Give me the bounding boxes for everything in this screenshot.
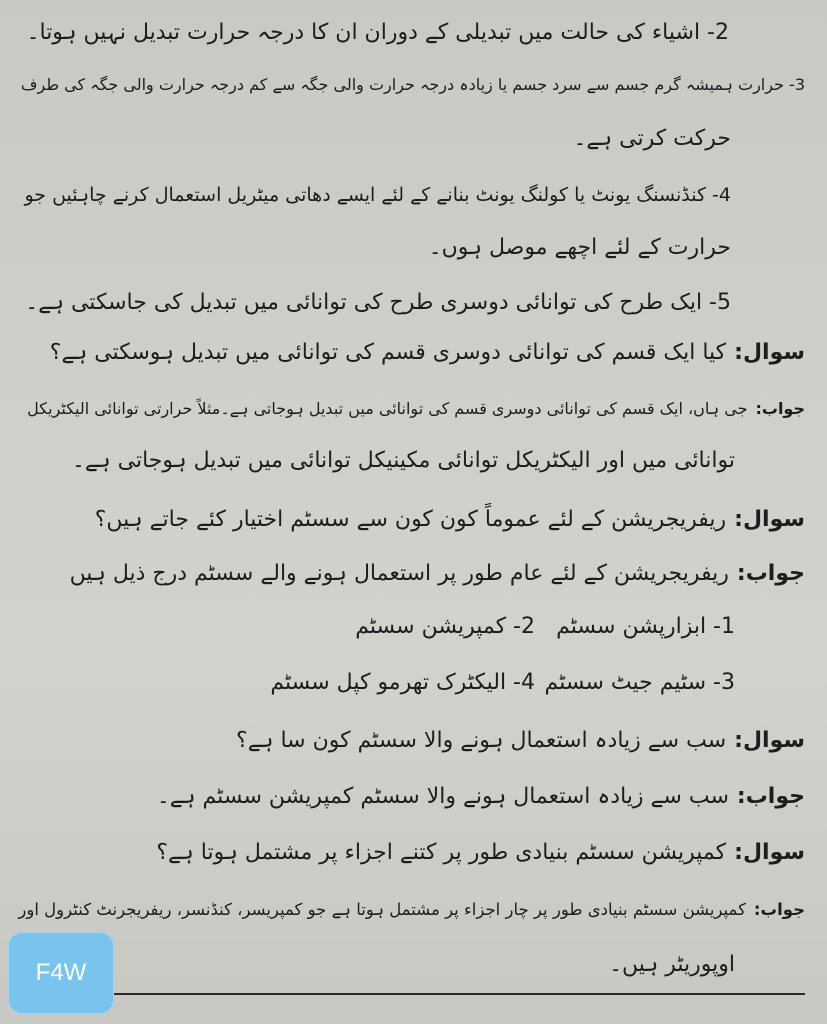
answer-3 bbox=[157, 782, 805, 812]
answer-label: جواب: bbox=[753, 900, 805, 919]
point-3: 3- حرارت ہمیشہ گرم جسم سے سرد جسم یا زیادہ درجہ حرارت والی جگہ سے کم درجہ حرارت والی جگہ کی طرف bbox=[20, 75, 805, 94]
answer-label: جواب: bbox=[736, 561, 805, 586]
question-3 bbox=[236, 726, 805, 756]
system-item: 3- سٹیم جیٹ سسٹم bbox=[544, 670, 735, 695]
point-4: 4- کنڈنسنگ یونٹ یا کولنگ یونٹ بنانے کے لئے ایسے دھاتی میٹریل استعمال کرنے چاہئیں جو bbox=[24, 184, 731, 206]
page-bottom-rule bbox=[20, 993, 805, 995]
question-label: سوال: bbox=[734, 840, 805, 865]
answer-label: جواب: bbox=[755, 399, 805, 418]
point-2: 2- اشیاء کی حالت میں تبدیلی کے دوران ان کا درجہ حرارت تبدیل نہیں ہوتا۔ bbox=[26, 20, 729, 45]
question-text: سب سے زیادہ استعمال ہونے والا سسٹم کون سا ہے؟ bbox=[236, 728, 727, 753]
question-label: سوال: bbox=[734, 507, 805, 532]
question-text: کمپریشن سسٹم بنیادی طور پر کتنے اجزاء پر مشتمل ہوتا ہے؟ bbox=[156, 840, 727, 865]
system-item: 2- کمپریشن سسٹم bbox=[355, 614, 535, 639]
question-label: سوال: bbox=[734, 340, 805, 365]
question-text: ریفریجریشن کے لئے عموماً کون کون سے سسٹم اختیار کئے جاتے ہیں؟ bbox=[94, 507, 727, 532]
answer-1 bbox=[27, 394, 805, 424]
answer-4-continued: اوپوریٹر ہیں۔ bbox=[609, 952, 735, 977]
point-5: 5- ایک طرح کی توانائی دوسری طرح کی توانائی میں تبدیل کی جاسکتی ہے۔ bbox=[25, 290, 731, 315]
question-4 bbox=[156, 838, 805, 868]
question-text: کیا ایک قسم کی توانائی دوسری قسم کی توانائی میں تبدیل ہوسکتی ہے؟ bbox=[49, 340, 727, 365]
f4w-badge: F4W bbox=[8, 932, 114, 1014]
answer-text: سب سے زیادہ استعمال ہونے والا سسٹم کمپریشن سسٹم ہے۔ bbox=[156, 784, 729, 809]
system-item: 4- الیکٹرک تھرمو کپل سسٹم bbox=[270, 670, 535, 695]
answer-1-continued: توانائی میں اور الیکٹریکل توانائی مکینیکل توانائی میں تبدیل ہوجاتی ہے۔ bbox=[71, 448, 735, 473]
answer-4 bbox=[18, 895, 805, 925]
answer-text: ریفریجریشن کے لئے عام طور پر استعمال ہونے والے سسٹم درج ذیل ہیں bbox=[69, 561, 729, 586]
question-2 bbox=[95, 505, 805, 535]
system-item: 1- ابزارپشن سسٹم bbox=[556, 614, 735, 639]
answer-text: کمپریشن سسٹم بنیادی طور پر چار اجزاء پر مشتمل ہوتا ہے جو کمپریسر، کنڈنسر، ریفریجرنٹ کنٹرول اور bbox=[18, 900, 746, 919]
question-label: سوال: bbox=[734, 728, 805, 753]
answer-2 bbox=[70, 559, 805, 589]
point-3-continued: حرکت کرتی ہے۔ bbox=[573, 126, 731, 151]
question-1 bbox=[50, 338, 805, 368]
answer-text: جی ہاں، ایک قسم کی توانائی دوسری قسم کی توانائی میں تبدیل ہوجاتی ہے۔مثلاً حرارتی توانائی الیکٹریکل bbox=[27, 399, 748, 418]
answer-label: جواب: bbox=[736, 784, 805, 809]
point-4-continued: حرارت کے لئے اچھے موصل ہوں۔ bbox=[428, 235, 731, 260]
